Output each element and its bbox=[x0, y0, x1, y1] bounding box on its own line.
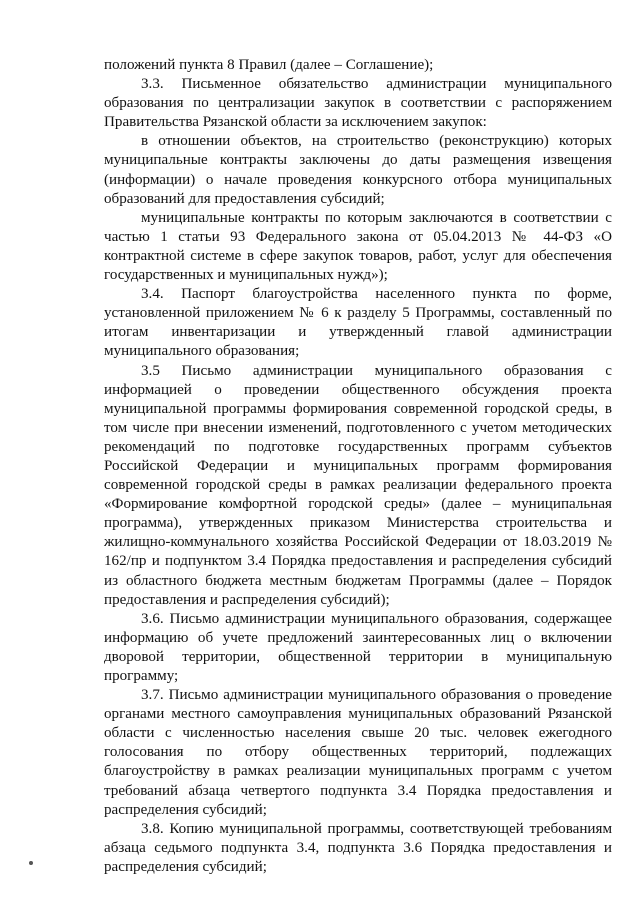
document-body bbox=[104, 56, 612, 877]
paragraph-exception-1: в отношении объектов, на строительство (реконструкцию) которых муниципальные контракты заключены до даты размещения извещения (информации) о начале проведения конкурсного отбора муниципальных образований для предоставления субсидий; bbox=[104, 133, 612, 207]
paragraph-exception-2: муниципальные контракты по которым заключаются в соответствии с частью 1 статьи 93 Федерального закона от 05.04.2013 № 44-ФЗ «О контрактной системе в сфере закупок товаров, работ, услуг для обеспечения государственных и муниципальных нужд»); bbox=[104, 209, 612, 284]
paragraph-3-6: 3.6. Письмо администрации муниципального образования, содержащее информацию об учете предложений заинтересованных лиц о включении дворовой территории, общественной территории в муниципальную программу; bbox=[104, 610, 612, 684]
paragraph-3-4: 3.4. Паспорт благоустройства населенного пункта по форме, установленной приложением № 6 к разделу 5 Программы, составленный по итогам инвентаризации и утвержденный главой администрации муниципального образования; bbox=[104, 286, 612, 360]
paragraph-continuation: положений пункта 8 Правил (далее – Соглашение); bbox=[104, 57, 434, 73]
paragraph-3-5: 3.5 Письмо администрации муниципального образования с информацией о проведении общественного обсуждения проекта муниципальной программы формирования современной городской среды, в том числе при внесении изменений, подготовленного с учетом методических рекомендаций по подготовке государственных программ субъектов Российской Федерации и муниципальных программ формирования современной городской среды в рамках реализации федерального проекта «Формирование комфортной городской среды» (далее – муниципальная программа), утвержденных приказом Министерства строительства и жилищно-коммунального хозяйства Российской Федерации от 18.03.2019 № 162/пр и подпунктом 3.4 Порядка предоставления и распределения субсидий из областного бюджета местным бюджетам Программы (далее – Порядок предоставления и распределения субсидий); bbox=[104, 362, 612, 608]
paragraph-3-3: 3.3. Письменное обязательство администрации муниципального образования по централизации закупок в соответствии с распоряжением Правительства Рязанской области за исключением закупок: bbox=[104, 76, 612, 131]
scan-speck bbox=[29, 861, 33, 865]
paragraph-3-7: 3.7. Письмо администрации муниципального образования о проведение органами местного самоуправления муниципальных образований Рязанской области с численностью населения свыше 20 тыс. человек ежегодного голосования по отбору общественных территорий, подлежащих благоустройству в рамках реализации муниципальных программ с учетом требований абзаца четвертого подпункта 3.4 Порядка предоставления и распределения субсидий; bbox=[104, 687, 612, 818]
paragraph-3-8: 3.8. Копию муниципальной программы, соответствующей требованиям абзаца седьмого подпункта 3.4, подпункта 3.6 Порядка предоставления и распределения субсидий; bbox=[104, 820, 612, 875]
